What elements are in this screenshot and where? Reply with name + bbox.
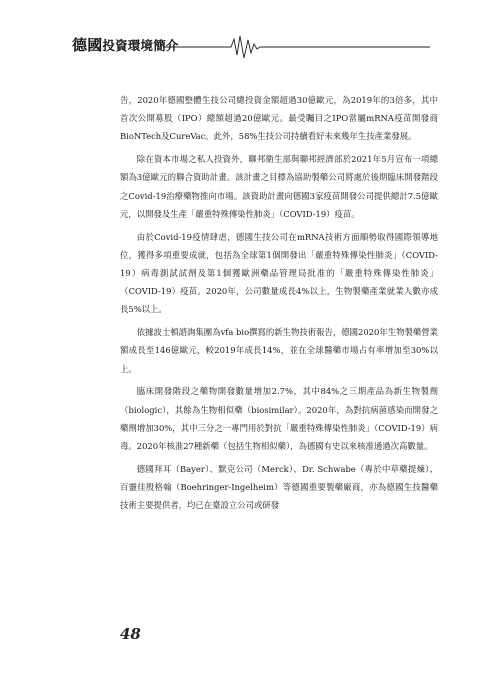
paragraph-2: 除在資本市場之私人投資外，聯邦衛生部與聯邦經濟部於2021年5月宣布一項總額為3億歐元的聯合資助計畫。該計畫之目標為協助製藥公司將處於後期臨床開發階段之Covid-19治療藥物推向市場。該資助計畫向德國3家疫苗開發公司提供總計7.5億歐元，以開發及生產「嚴重特殊傳染性肺炎」（COVID-19）疫苗。 xyxy=(120,154,438,219)
chapter-title-main: 德國 xyxy=(72,36,103,54)
page-header xyxy=(0,0,480,80)
chapter-title xyxy=(72,34,179,55)
pulse-wave-icon xyxy=(226,36,260,58)
paragraph-5: 臨床開發階段之藥物開發數量增加2.7%，其中84%之三期產品為新生物製劑（biologic），其餘為生物相似藥（biosimilar）。2020年，為對抗病菌感染而開發之藥劑增加30%，其中三分之一專門用於對抗「嚴重特殊傳染性肺炎」（COVID-19）病毒。2020年核准27種新藥（包括生物相似藥），為德國有史以來核准通過次高數量。 xyxy=(120,386,438,452)
page-number: 48 xyxy=(120,625,141,643)
paragraph-3: 由於Covid-19疫情肆虐，德國生技公司在mRNA技術方面順勢取得國際領導地位，獲得多項重要成就，包括為全球第1個開發出「嚴重特殊傳染性肺炎」（COVID-19）病毒測試試劑及第1個獲歐洲藥品管理局批准的「嚴重特殊傳染性肺炎」（COVID-19）疫苗。2020年，公司數量成長4%以上，生物製藥產業就業人數亦成長5%以上。 xyxy=(120,231,438,315)
body-text xyxy=(120,91,438,519)
chapter-title-sub: 投資環境簡介 xyxy=(102,38,179,53)
paragraph-1: 告，2020年德國整體生技公司總投資金額超過30億歐元，為2019年的3倍多，其中首次公開募股（IPO）總額超過20億歐元。最受矚目之IPO當屬mRNA疫苗開發商BioNTech及CureVac。此外，58%生技公司持續看好未來幾年生技產業發展。 xyxy=(120,95,438,142)
paragraph-6: 德國拜耳（Bayer）、默克公司（Merck）、Dr. Schwabe（專於中草藥提煉）、百靈佳殷格翰（Boehringer-Ingelheim）等德國重要製藥廠商，亦為德國生技醫藥技術主要提供者，均已在臺設立公司或研發 xyxy=(120,463,438,511)
paragraph-4: 依據波士頓諮詢集團為vfa bio撰寫的新生物技術報告，德國2020年生物製藥營業額成長至146億歐元，較2019年成長14%，並在全球醫藥市場占有率增加至30%以上。 xyxy=(120,327,438,374)
